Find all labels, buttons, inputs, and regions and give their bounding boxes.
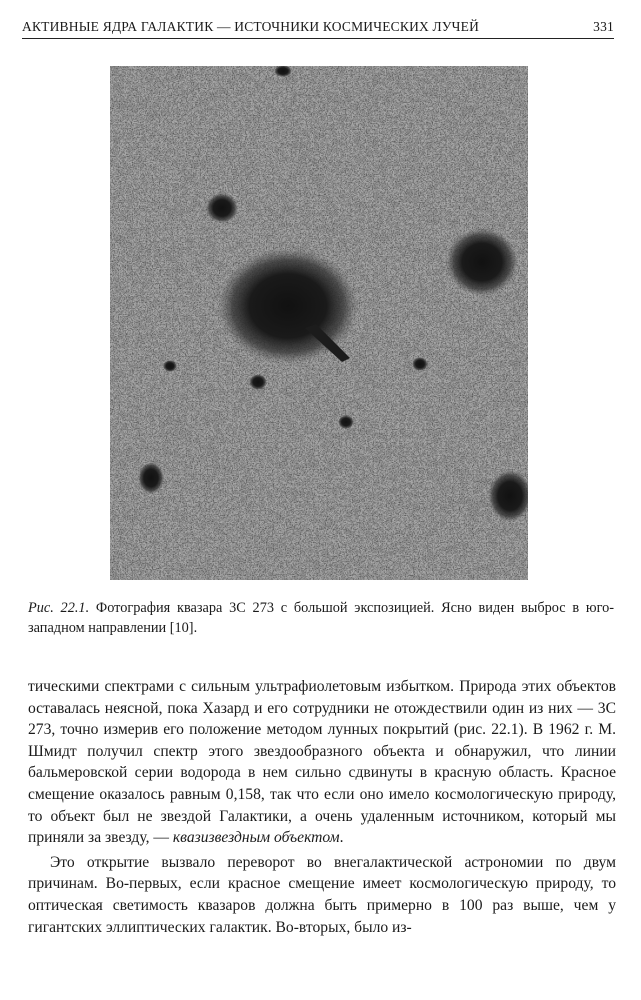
- quasar-photograph: [110, 66, 528, 580]
- paragraph-1-end: .: [339, 829, 344, 847]
- paragraph-1-emphasis: квазизвездным объектом: [172, 829, 340, 847]
- running-head: [22, 18, 614, 39]
- star-lower-left: [138, 462, 164, 494]
- quasar-3c273: [218, 248, 358, 364]
- paragraph: [28, 676, 616, 849]
- running-head-title: АКТИВНЫЕ ЯДРА ГАЛАКТИК — ИСТОЧНИКИ КОСМИЧЕСКИХ ЛУЧЕЙ: [22, 19, 480, 34]
- figure-label: Рис. 22.1.: [28, 600, 90, 616]
- star-top-left: [206, 193, 238, 223]
- body-text: [28, 676, 616, 938]
- figure-caption: [28, 598, 614, 638]
- paragraph-2-text: Это открытие вызвало переворот во внегалактической астрономии по двум причинам. Во-первых, если красное смещение имеет космологическую природу, то оптическая светимость квазаров должна быть примерно в 100 раз выше, чем у гигантских эллиптических галактик. Во-вторых, было из-: [28, 853, 616, 936]
- quasar-photograph-image: [110, 66, 528, 580]
- page-number: 331: [593, 19, 614, 34]
- star-right: [446, 228, 518, 296]
- figure-caption-text: Фотография квазара 3С 273 с большой экспозицией. Ясно виден выброс в юго-западном направлении [10].: [28, 600, 614, 636]
- paragraph-1-text: тическими спектрами с сильным ультрафиолетовым избытком. Природа этих объектов оставалась неясной, пока Хазард и его сотрудники не отождествили один из них — 3С 273, точно измерив его положение методом лунных покрытий (рис. 22.1). В 1962 г. М. Шмидт получил спектр этого звездообразного объекта и обнаружил, что линии бальмеровской серии водорода в нем сильно сдвинуты в красную область. Красное смещение оказалось равным 0,158, так что если оно имело космологическую природу, то объект был не звездой Галактики, а очень удаленным источником, который мы приняли за звезду, —: [28, 678, 616, 847]
- paragraph: [28, 852, 616, 938]
